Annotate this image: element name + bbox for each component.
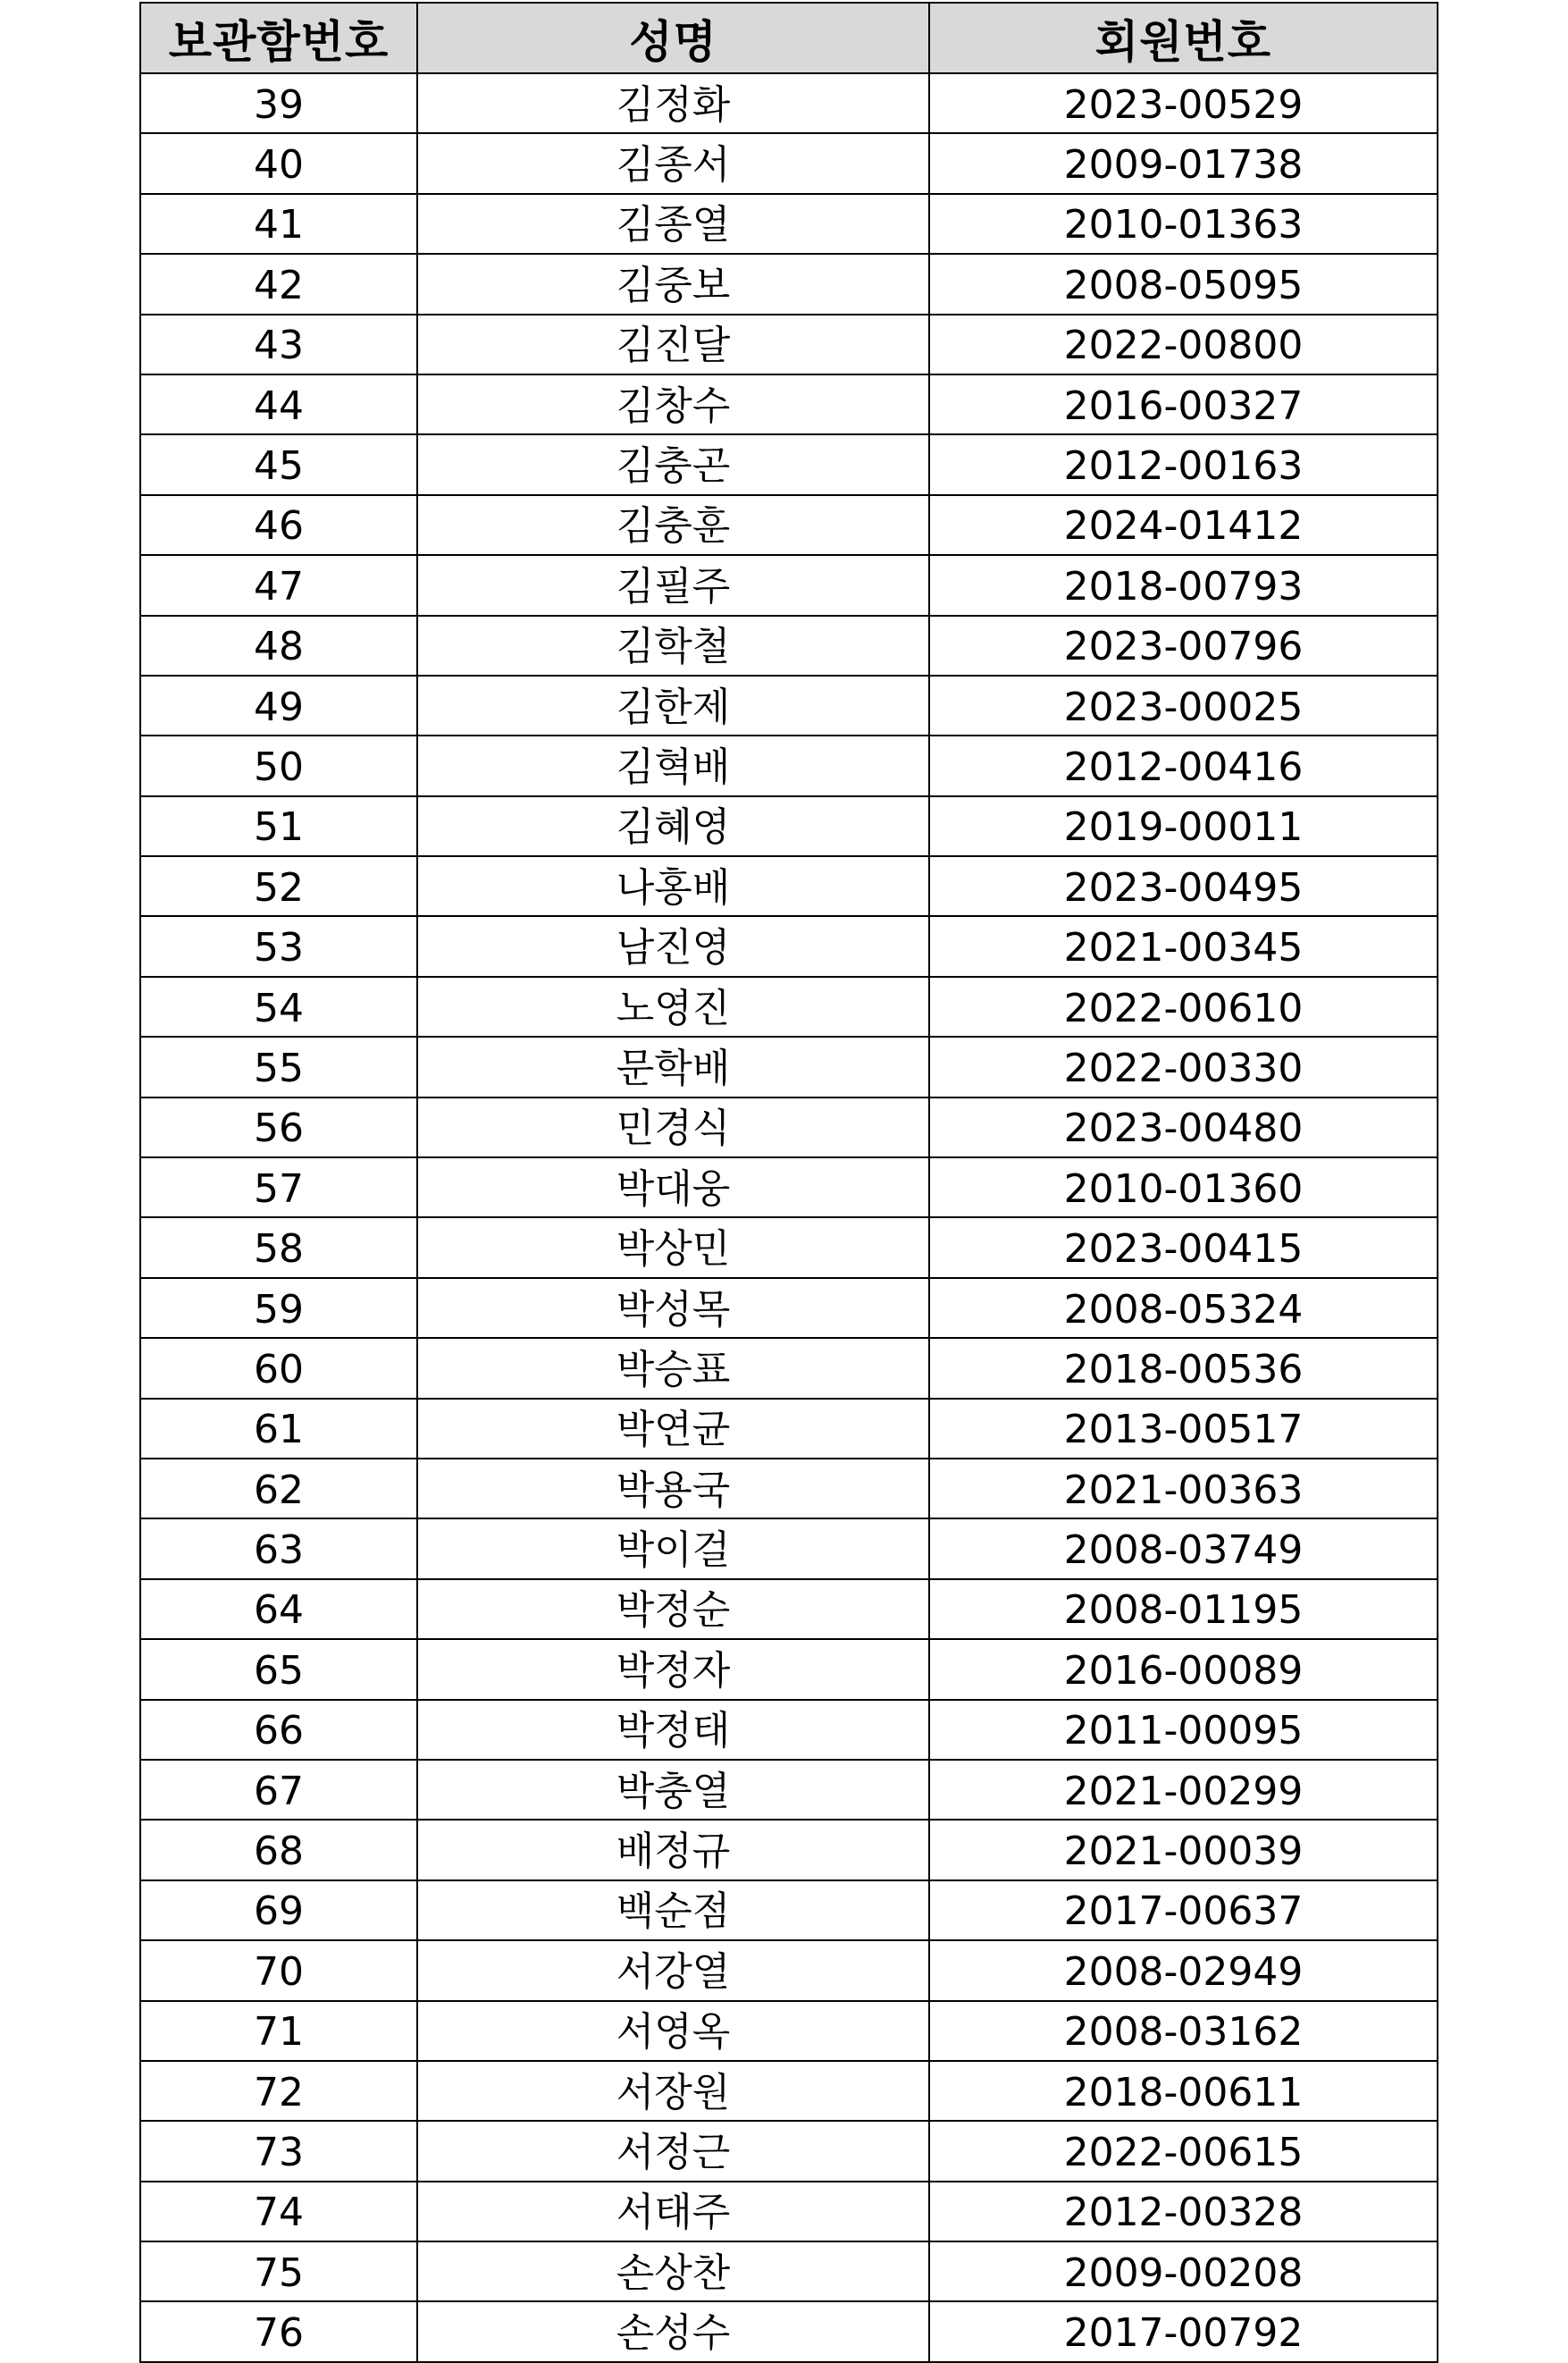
cell-name: 박상민 <box>417 1217 929 1277</box>
table-row <box>140 1579 1438 1639</box>
cell-box-number: 42 <box>140 254 417 314</box>
cell-name: 김진달 <box>417 315 929 374</box>
cell-name: 서강열 <box>417 1940 929 2000</box>
cell-box-number: 73 <box>140 2121 417 2181</box>
cell-member-number: 2024-01412 <box>929 495 1438 555</box>
cell-name: 박정순 <box>417 1579 929 1639</box>
cell-name: 김학철 <box>417 616 929 676</box>
table-row <box>140 1459 1438 1518</box>
table-row <box>140 315 1438 374</box>
table-row <box>140 434 1438 494</box>
table-row <box>140 374 1438 434</box>
cell-name: 김충훈 <box>417 495 929 555</box>
cell-member-number: 2021-00363 <box>929 1459 1438 1518</box>
cell-box-number: 67 <box>140 1760 417 1820</box>
cell-member-number: 2008-03162 <box>929 2001 1438 2061</box>
table-row <box>140 133 1438 193</box>
cell-member-number: 2010-01360 <box>929 1157 1438 1217</box>
cell-member-number: 2022-00610 <box>929 977 1438 1037</box>
cell-member-number: 2021-00039 <box>929 1820 1438 1879</box>
cell-name: 박이걸 <box>417 1518 929 1578</box>
cell-box-number: 66 <box>140 1700 417 1760</box>
cell-member-number: 2021-00299 <box>929 1760 1438 1820</box>
table-row <box>140 1700 1438 1760</box>
table-row <box>140 2241 1438 2301</box>
cell-box-number: 48 <box>140 616 417 676</box>
cell-member-number: 2008-01195 <box>929 1579 1438 1639</box>
table-row <box>140 495 1438 555</box>
cell-box-number: 76 <box>140 2301 417 2361</box>
table-row <box>140 1399 1438 1459</box>
cell-member-number: 2023-00796 <box>929 616 1438 676</box>
cell-box-number: 64 <box>140 1579 417 1639</box>
table-row <box>140 916 1438 976</box>
cell-name: 김필주 <box>417 555 929 615</box>
table-row <box>140 2301 1438 2361</box>
cell-member-number: 2018-00611 <box>929 2061 1438 2121</box>
cell-box-number: 40 <box>140 133 417 193</box>
header-member-number: 회원번호 <box>929 3 1438 73</box>
cell-member-number: 2016-00327 <box>929 374 1438 434</box>
cell-member-number: 2023-00025 <box>929 676 1438 736</box>
cell-box-number: 55 <box>140 1037 417 1097</box>
cell-name: 손상찬 <box>417 2241 929 2301</box>
cell-box-number: 60 <box>140 1338 417 1398</box>
cell-name: 김혁배 <box>417 736 929 795</box>
cell-box-number: 72 <box>140 2061 417 2121</box>
cell-member-number: 2018-00793 <box>929 555 1438 615</box>
cell-name: 김종서 <box>417 133 929 193</box>
cell-name: 민경식 <box>417 1097 929 1157</box>
table-row <box>140 616 1438 676</box>
cell-name: 김혜영 <box>417 796 929 856</box>
cell-name: 박정자 <box>417 1639 929 1699</box>
cell-box-number: 44 <box>140 374 417 434</box>
cell-name: 박용국 <box>417 1459 929 1518</box>
cell-name: 남진영 <box>417 916 929 976</box>
cell-member-number: 2012-00163 <box>929 434 1438 494</box>
cell-member-number: 2011-00095 <box>929 1700 1438 1760</box>
cell-box-number: 45 <box>140 434 417 494</box>
table-row <box>140 1639 1438 1699</box>
table-row <box>140 676 1438 736</box>
cell-box-number: 52 <box>140 856 417 916</box>
cell-box-number: 56 <box>140 1097 417 1157</box>
cell-name: 김한제 <box>417 676 929 736</box>
cell-member-number: 2023-00529 <box>929 73 1438 133</box>
cell-member-number: 2017-00637 <box>929 1880 1438 1940</box>
cell-box-number: 47 <box>140 555 417 615</box>
cell-member-number: 2023-00480 <box>929 1097 1438 1157</box>
cell-name: 김종열 <box>417 194 929 254</box>
cell-name: 김충곤 <box>417 434 929 494</box>
cell-member-number: 2022-00800 <box>929 315 1438 374</box>
cell-member-number: 2023-00415 <box>929 1217 1438 1277</box>
cell-name: 서태주 <box>417 2182 929 2241</box>
table-row <box>140 1940 1438 2000</box>
cell-member-number: 2008-03749 <box>929 1518 1438 1578</box>
cell-name: 서장원 <box>417 2061 929 2121</box>
cell-box-number: 68 <box>140 1820 417 1879</box>
header-box-number: 보관함번호 <box>140 3 417 73</box>
table-row <box>140 73 1438 133</box>
cell-member-number: 2023-00495 <box>929 856 1438 916</box>
table-row <box>140 194 1438 254</box>
cell-box-number: 51 <box>140 796 417 856</box>
header-row <box>140 3 1438 73</box>
table-body <box>140 73 1438 2362</box>
cell-box-number: 54 <box>140 977 417 1037</box>
table-row <box>140 1518 1438 1578</box>
table-row <box>140 1760 1438 1820</box>
cell-name: 박성목 <box>417 1278 929 1338</box>
cell-name: 백순점 <box>417 1880 929 1940</box>
cell-member-number: 2008-05324 <box>929 1278 1438 1338</box>
table-row <box>140 1278 1438 1338</box>
table-row <box>140 1157 1438 1217</box>
cell-member-number: 2018-00536 <box>929 1338 1438 1398</box>
cell-box-number: 70 <box>140 1940 417 2000</box>
table-row <box>140 2182 1438 2241</box>
cell-member-number: 2009-01738 <box>929 133 1438 193</box>
cell-member-number: 2013-00517 <box>929 1399 1438 1459</box>
cell-name: 박승표 <box>417 1338 929 1398</box>
cell-box-number: 61 <box>140 1399 417 1459</box>
cell-box-number: 58 <box>140 1217 417 1277</box>
cell-box-number: 53 <box>140 916 417 976</box>
cell-member-number: 2022-00615 <box>929 2121 1438 2181</box>
cell-box-number: 57 <box>140 1157 417 1217</box>
cell-member-number: 2019-00011 <box>929 796 1438 856</box>
cell-member-number: 2017-00792 <box>929 2301 1438 2361</box>
cell-name: 김창수 <box>417 374 929 434</box>
cell-box-number: 74 <box>140 2182 417 2241</box>
table-row <box>140 1097 1438 1157</box>
cell-box-number: 50 <box>140 736 417 795</box>
table-row <box>140 2121 1438 2181</box>
table-row <box>140 555 1438 615</box>
table-row <box>140 1820 1438 1879</box>
cell-box-number: 71 <box>140 2001 417 2061</box>
table-row <box>140 1217 1438 1277</box>
cell-box-number: 63 <box>140 1518 417 1578</box>
cell-name: 서영옥 <box>417 2001 929 2061</box>
cell-box-number: 69 <box>140 1880 417 1940</box>
cell-box-number: 75 <box>140 2241 417 2301</box>
cell-name: 박정태 <box>417 1700 929 1760</box>
cell-name: 노영진 <box>417 977 929 1037</box>
cell-name: 나홍배 <box>417 856 929 916</box>
cell-box-number: 65 <box>140 1639 417 1699</box>
cell-member-number: 2010-01363 <box>929 194 1438 254</box>
cell-name: 김중보 <box>417 254 929 314</box>
table-row <box>140 2001 1438 2061</box>
table-header <box>140 3 1438 73</box>
table-row <box>140 736 1438 795</box>
table-row <box>140 856 1438 916</box>
cell-member-number: 2008-02949 <box>929 1940 1438 2000</box>
cell-box-number: 49 <box>140 676 417 736</box>
cell-name: 서정근 <box>417 2121 929 2181</box>
cell-name: 배정규 <box>417 1820 929 1879</box>
cell-name: 박연균 <box>417 1399 929 1459</box>
cell-name: 문학배 <box>417 1037 929 1097</box>
cell-name: 김정화 <box>417 73 929 133</box>
locker-assignment-table <box>139 2 1438 2363</box>
table-row <box>140 254 1438 314</box>
cell-name: 손성수 <box>417 2301 929 2361</box>
table-row <box>140 1037 1438 1097</box>
cell-box-number: 39 <box>140 73 417 133</box>
cell-box-number: 62 <box>140 1459 417 1518</box>
cell-box-number: 46 <box>140 495 417 555</box>
cell-member-number: 2012-00416 <box>929 736 1438 795</box>
cell-member-number: 2008-05095 <box>929 254 1438 314</box>
table-row <box>140 2061 1438 2121</box>
table-row <box>140 977 1438 1037</box>
cell-member-number: 2012-00328 <box>929 2182 1438 2241</box>
table-row <box>140 1880 1438 1940</box>
cell-name: 박대웅 <box>417 1157 929 1217</box>
cell-box-number: 59 <box>140 1278 417 1338</box>
cell-member-number: 2022-00330 <box>929 1037 1438 1097</box>
header-name: 성명 <box>417 3 929 73</box>
cell-member-number: 2016-00089 <box>929 1639 1438 1699</box>
cell-member-number: 2009-00208 <box>929 2241 1438 2301</box>
cell-member-number: 2021-00345 <box>929 916 1438 976</box>
cell-name: 박충열 <box>417 1760 929 1820</box>
table-row <box>140 796 1438 856</box>
table-row <box>140 1338 1438 1398</box>
cell-box-number: 41 <box>140 194 417 254</box>
cell-box-number: 43 <box>140 315 417 374</box>
